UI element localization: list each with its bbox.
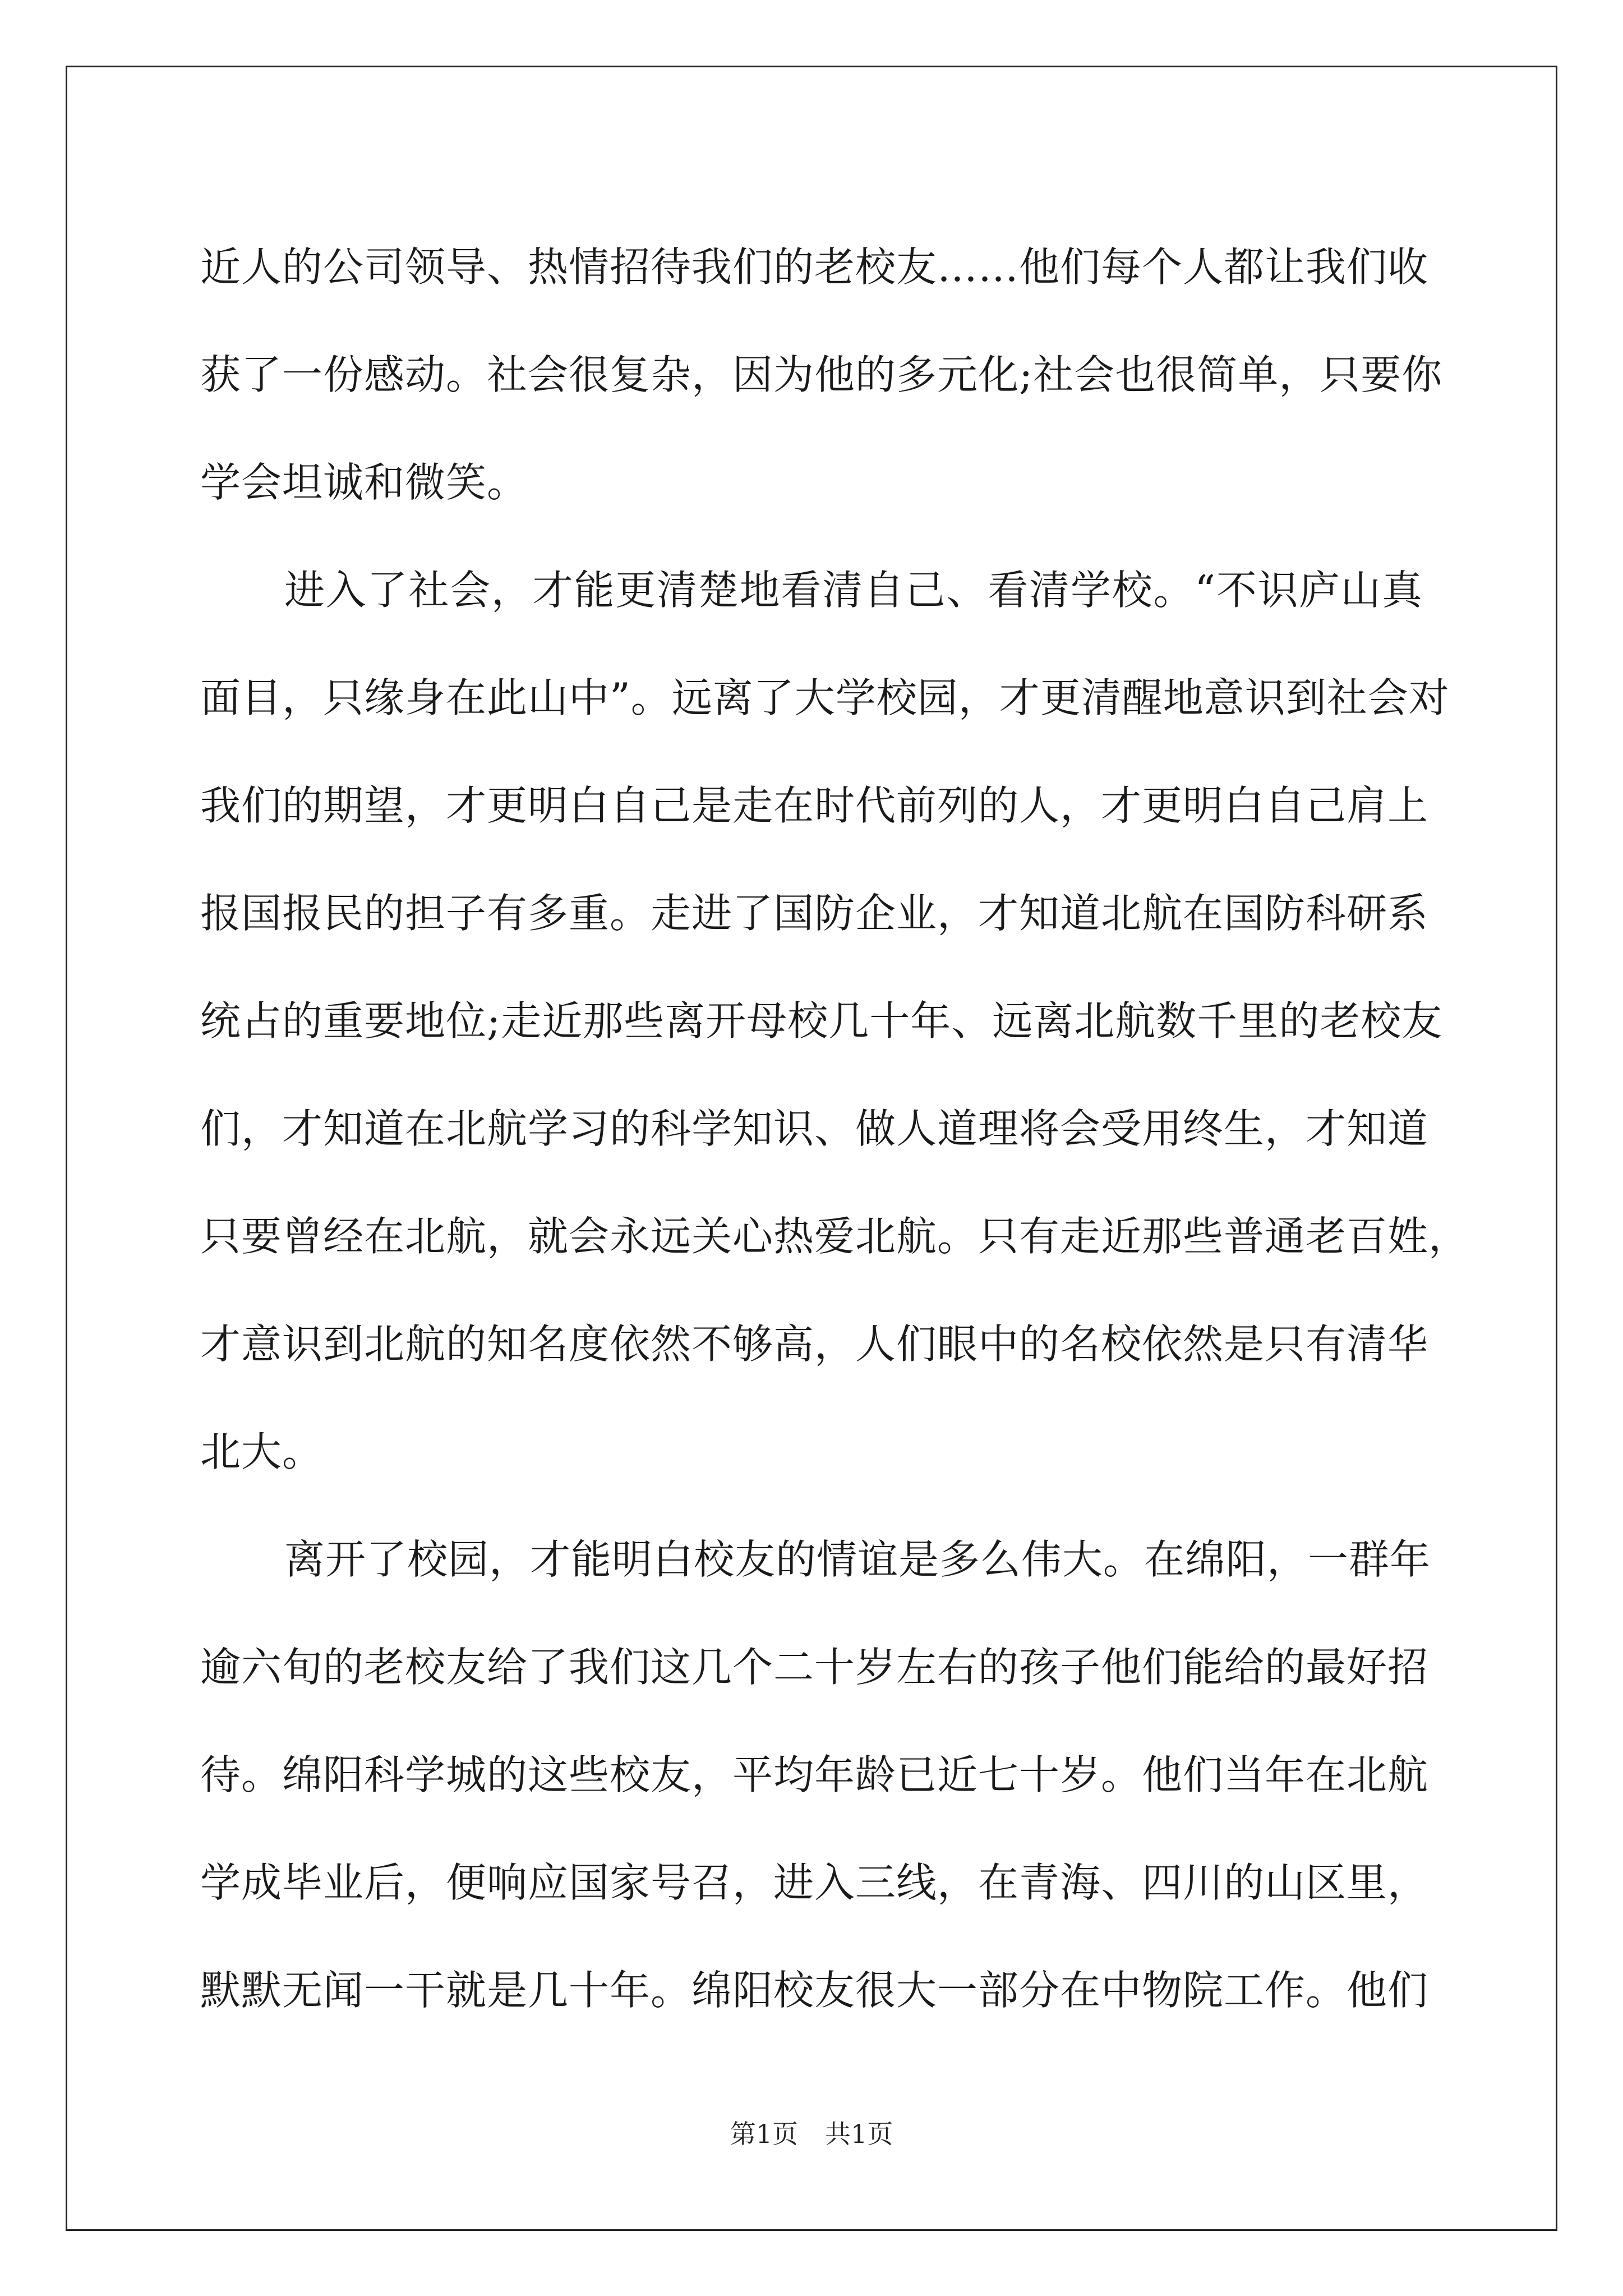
text-line: 统占的重要地位;走近那些离开母校几十年、远离北航数千里的老校友: [200, 997, 1443, 1045]
text-line: 才意识到北航的知名度依然不够高，人们眼中的名校依然是只有清华: [200, 1320, 1429, 1368]
text-line: 只要曾经在北航，就会永远关心热爱北航。只有走近那些普通老百姓，: [200, 1213, 1470, 1260]
text-line: 学会坦诚和微笑。: [200, 459, 528, 506]
paragraph-first-line: 进入了社会，才能更清楚地看清自己、看清学校。“不识庐山真: [284, 567, 1423, 614]
text-line: 报国报民的担子有多重。走进了国防企业，才知道北航在国防科研系: [200, 890, 1429, 937]
text-line: 默默无闻一干就是几十年。绵阳校友很大一部分在中物院工作。他们: [200, 1967, 1429, 2014]
page-number: 第1页: [730, 2119, 798, 2149]
text-line: 待。绵阳科学城的这些校友，平均年龄已近七十岁。他们当年在北航: [200, 1751, 1429, 1798]
text-line: 近人的公司领导、热情招待我们的老校友……他们每个人都让我们收: [200, 243, 1429, 291]
page-footer: [0, 2114, 1623, 2151]
paragraph-first-line: 离开了校园，才能明白校友的情谊是多么伟大。在绵阳，一群年: [284, 1536, 1431, 1583]
text-line: 北大。: [200, 1428, 324, 1475]
document-body: [200, 213, 1470, 2044]
text-line: 获了一份感动。社会很复杂，因为他的多元化;社会也很简单，只要你: [200, 351, 1443, 398]
text-line: 逾六旬的老校友给了我们这几个二十岁左右的孩子他们能给的最好招: [200, 1644, 1429, 1691]
text-line: 学成毕业后，便响应国家号召，进入三线，在青海、四川的山区里，: [200, 1859, 1429, 1906]
text-line: 我们的期望，才更明白自己是走在时代前列的人，才更明白自己肩上: [200, 782, 1429, 829]
text-line: 们，才知道在北航学习的科学知识、做人道理将会受用终生，才知道: [200, 1105, 1429, 1152]
page-total: 共1页: [825, 2119, 893, 2149]
text-line: 面目，只缘身在此山中”。远离了大学校园，才更清醒地意识到社会对: [200, 674, 1450, 721]
